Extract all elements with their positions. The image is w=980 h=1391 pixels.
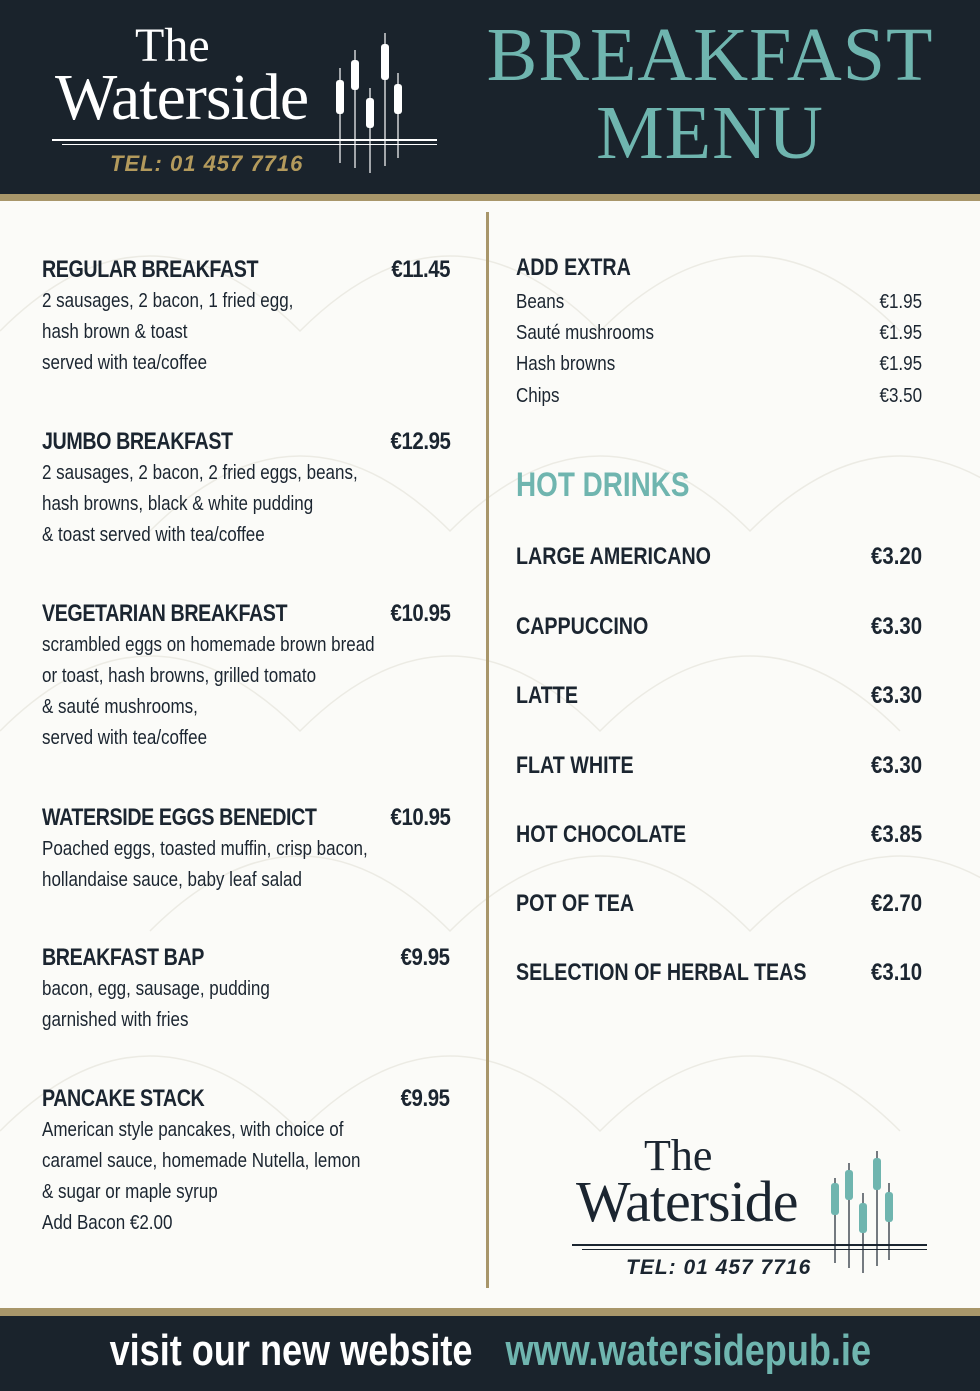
drink-row bbox=[516, 959, 922, 987]
menu-item bbox=[42, 1085, 450, 1239]
gold-divider-top bbox=[0, 194, 980, 201]
drink-price: €3.20 bbox=[870, 543, 922, 570]
item-price: €11.45 bbox=[391, 256, 450, 283]
item-price: €12.95 bbox=[390, 428, 450, 455]
drink-row bbox=[516, 613, 922, 641]
item-name: WATERSIDE EGGS BENEDICT bbox=[42, 804, 317, 831]
menu-item bbox=[42, 256, 450, 379]
item-description: bacon, egg, sausage, pudding garnished with fries bbox=[42, 978, 270, 1031]
item-description: scrambled eggs on homemade brown bread or toast, hash browns, grilled tomato & sauté mushrooms, served with tea/coffee bbox=[42, 634, 375, 749]
drink-row bbox=[516, 752, 922, 780]
menu-item bbox=[42, 600, 450, 754]
hot-drinks-heading: HOT DRINKS bbox=[516, 466, 690, 504]
footer-text bbox=[0, 1326, 980, 1376]
drink-price: €3.10 bbox=[870, 959, 922, 986]
drink-name: POT OF TEA bbox=[516, 890, 635, 917]
extra-price: €1.95 bbox=[879, 291, 922, 313]
item-price: €10.95 bbox=[390, 600, 450, 627]
page-title bbox=[480, 13, 940, 175]
visit-website-text: visit our new website bbox=[109, 1326, 473, 1375]
item-name: BREAKFAST BAP bbox=[42, 944, 204, 971]
column-divider bbox=[486, 212, 489, 1288]
header-banner bbox=[0, 0, 980, 194]
drink-row bbox=[516, 890, 922, 918]
item-description: 2 sausages, 2 bacon, 1 fried egg, hash brown & toast served with tea/coffee bbox=[42, 290, 294, 374]
logo-telephone: TEL: 01 457 7716 bbox=[110, 151, 304, 176]
drink-name: HOT CHOCOLATE bbox=[516, 821, 687, 848]
drink-price: €3.30 bbox=[870, 682, 922, 709]
item-description: 2 sausages, 2 bacon, 2 fried eggs, beans, hash browns, black & white pudding & toast served with tea/coffee bbox=[42, 462, 358, 546]
drink-price: €3.30 bbox=[870, 613, 922, 640]
drink-row bbox=[516, 543, 922, 571]
drink-name: FLAT WHITE bbox=[516, 752, 634, 779]
drink-row bbox=[516, 682, 922, 710]
extra-row bbox=[516, 322, 922, 345]
gold-divider-bottom bbox=[0, 1308, 980, 1316]
footer-banner bbox=[0, 1316, 980, 1391]
item-name: REGULAR BREAKFAST bbox=[42, 256, 259, 283]
logo-wordmark: Waterside bbox=[55, 61, 309, 134]
item-name: VEGETARIAN BREAKFAST bbox=[42, 600, 288, 627]
drink-row bbox=[516, 821, 922, 849]
drink-price: €3.30 bbox=[870, 752, 922, 779]
item-price: €9.95 bbox=[401, 1085, 450, 1112]
item-description: American style pancakes, with choice of caramel sauce, homemade Nutella, lemon & sugar or maple syrup Add Bacon €2.00 bbox=[42, 1119, 361, 1234]
extra-price: €1.95 bbox=[879, 322, 922, 344]
menu-item bbox=[42, 428, 450, 551]
extra-price: €3.50 bbox=[879, 385, 922, 407]
item-name: PANCAKE STACK bbox=[42, 1085, 205, 1112]
item-description: Poached eggs, toasted muffin, crisp bacon, hollandaise sauce, baby leaf salad bbox=[42, 838, 368, 891]
drink-name: LARGE AMERICANO bbox=[516, 543, 711, 570]
drink-name: SELECTION OF HERBAL TEAS bbox=[516, 959, 807, 986]
website-link[interactable]: www.watersidepub.ie bbox=[505, 1326, 871, 1375]
item-name: JUMBO BREAKFAST bbox=[42, 428, 233, 455]
item-price: €9.95 bbox=[401, 944, 450, 971]
extra-name: Beans bbox=[516, 291, 565, 313]
waterside-logo-bottom bbox=[572, 1130, 932, 1290]
menu-item bbox=[42, 944, 450, 1036]
extra-row bbox=[516, 353, 922, 376]
drink-name: CAPPUCCINO bbox=[516, 613, 649, 640]
waterside-logo bbox=[50, 18, 450, 183]
logo-wordmark: Waterside bbox=[576, 1169, 798, 1234]
drink-price: €3.85 bbox=[870, 821, 922, 848]
extras-heading: ADD EXTRA bbox=[516, 254, 631, 281]
logo-the: The bbox=[135, 19, 210, 72]
title-line-2: MENU bbox=[596, 91, 824, 175]
extra-price: €1.95 bbox=[879, 353, 922, 375]
drink-price: €2.70 bbox=[870, 890, 922, 917]
menu-item bbox=[42, 804, 450, 896]
drink-name: LATTE bbox=[516, 682, 578, 709]
item-price: €10.95 bbox=[390, 804, 450, 831]
extra-name: Hash browns bbox=[516, 353, 616, 375]
extra-row bbox=[516, 385, 922, 408]
title-line-1: BREAKFAST bbox=[486, 13, 934, 97]
extra-name: Sauté mushrooms bbox=[516, 322, 654, 344]
logo-the: The bbox=[644, 1131, 713, 1180]
reeds-icon bbox=[330, 28, 430, 173]
reeds-icon bbox=[827, 1148, 907, 1278]
extra-name: Chips bbox=[516, 385, 560, 407]
logo-telephone: TEL: 01 457 7716 bbox=[626, 1256, 812, 1279]
extra-row bbox=[516, 291, 922, 314]
